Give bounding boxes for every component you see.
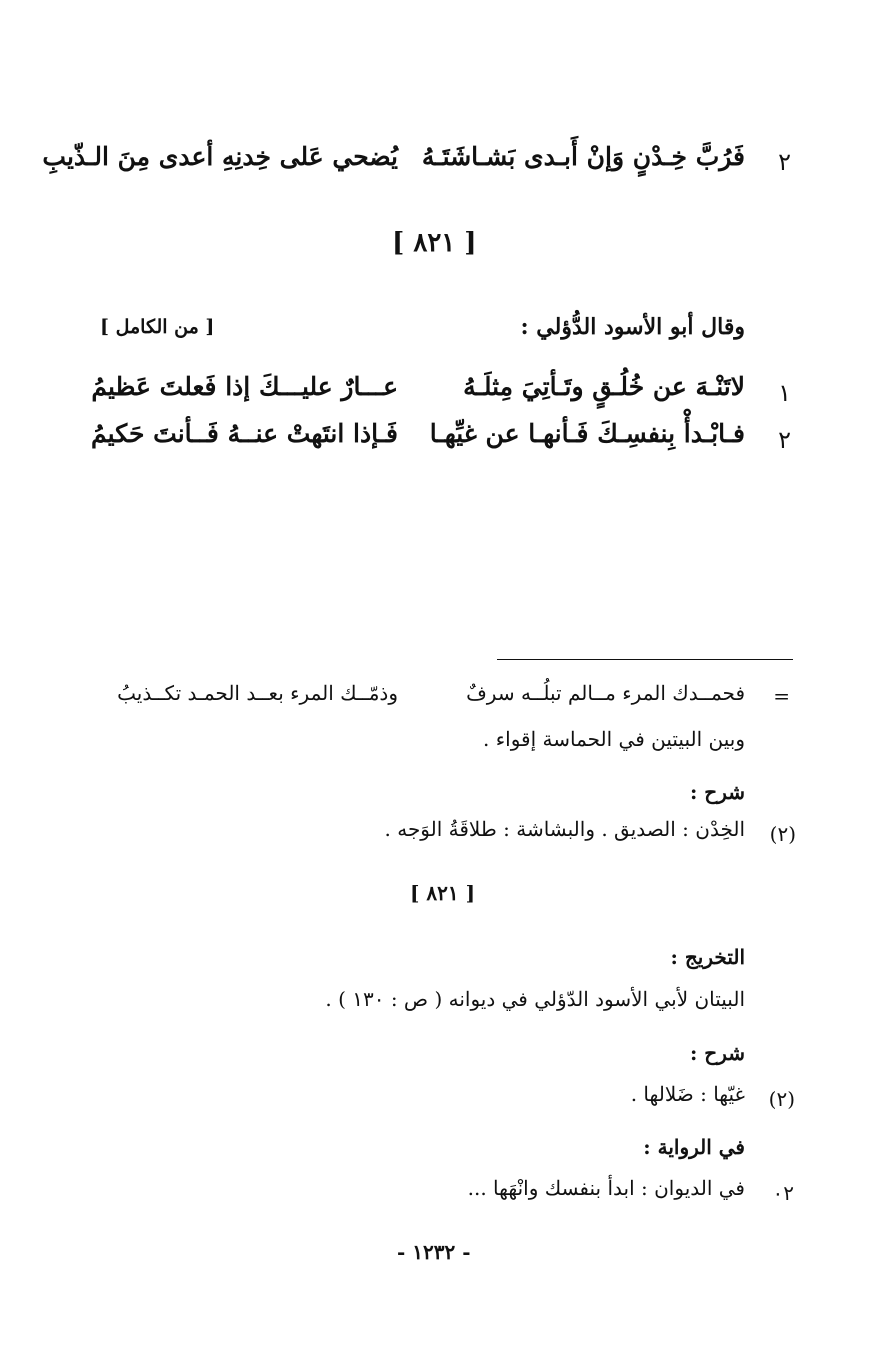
note-text: الخِدْن : الصديق . والبشاشة : طلاقَةُ الوَجه . bbox=[384, 817, 745, 841]
verse-second-hemistich: عـــارٌ عليـــكَ إذا فَعلتَ عَظيمُ bbox=[91, 372, 398, 401]
top-verse-number: ٢ bbox=[778, 148, 791, 176]
verse-first-hemistich: فـابْـدأْ بِنفسِـكَ فَـأنهـا عن غيِّهـا bbox=[429, 419, 745, 448]
verse-second-hemistich: فَـإذا انتَهتْ عنــهُ فَــأنتَ حَكيمُ bbox=[91, 419, 398, 448]
riwaya-number: ٠٢ bbox=[772, 1181, 794, 1205]
top-verse-first-hemistich: فَرُبَّ خِـدْنٍ وَإنْ أَبـدى بَشـاشَتَـهُ bbox=[421, 142, 745, 171]
riwaya-label: في الرواية : bbox=[643, 1135, 745, 1159]
poem-intro: وقال أبو الأسود الدُّؤلي : bbox=[520, 314, 745, 340]
note-number: (٢) bbox=[769, 822, 796, 846]
sharh-label: شرح : bbox=[689, 780, 745, 804]
continued-verse-first: فحمــدك المرء مــالم تبلُــه سرفٌ bbox=[466, 681, 745, 705]
note-text: غيّها : ضَلالها . bbox=[630, 1082, 745, 1106]
takhrij-label: التخريج : bbox=[670, 945, 745, 969]
poem-number-heading: [ ٨٢١ ] bbox=[392, 228, 477, 258]
note-number: (٢) bbox=[768, 1087, 795, 1111]
footnote-separator bbox=[497, 659, 793, 660]
top-verse-second-hemistich: يُضحي عَلى خِدنِهِ أعدى مِنَ الـذّيبِ bbox=[42, 142, 398, 171]
takhrij-text: البيتان لأبي الأسود الدّؤلي في ديوانه ( ص : ١٣٠ ) . bbox=[325, 987, 745, 1011]
verse-number: ١ bbox=[778, 379, 791, 407]
riwaya-text: في الديوان : ابدأ بنفسك وانْهَها ... bbox=[467, 1176, 745, 1200]
verse-number: ٢ bbox=[778, 426, 791, 454]
footnote-poem-number: [ ٨٢١ ] bbox=[410, 881, 476, 905]
meter-label: [ من الكامل ] bbox=[100, 316, 215, 338]
sharh-label: شرح : bbox=[689, 1041, 745, 1065]
verse-first-hemistich: لاتَنْـهَ عن خُلُـقٍ وتَـأتِيَ مِثلَـهُ bbox=[463, 372, 745, 401]
continued-verse-second: وذمّــك المرء بعــد الحمـد تكــذيبُ bbox=[117, 681, 398, 705]
continued-text: وبين البيتين في الحماسة إقواء . bbox=[483, 727, 745, 751]
page-number: - ١٢٣٢ - bbox=[397, 1240, 471, 1264]
continuation-mark: = bbox=[773, 684, 790, 708]
